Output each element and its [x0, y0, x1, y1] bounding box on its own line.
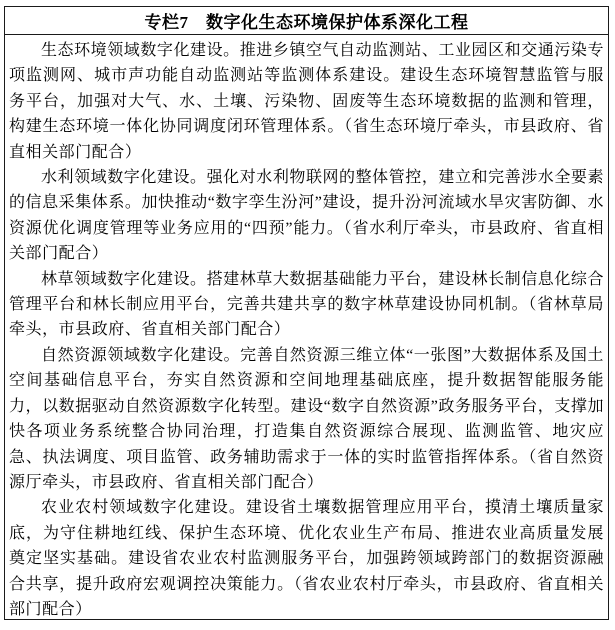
paragraph-eco-environment: 生态环境领域数字化建设。推进乡镇空气自动监测站、工业园区和交通污染专项监测网、城市声功能自动监测站等监测体系建设。建设生态环境智慧监管与服务平台，加强对大气、水、土壤、污染物、固废等生态环境数据的监测和管理，构建生态环境一体化协同调度闭环管理体系。（省生态环境厅牵头，市县政府、省直相关部门配合）	[9, 42, 604, 161]
paragraph-natural-resources: 自然资源领域数字化建设。完善自然资源三维立体“一张图”大数据体系及国土空间基础信息平台，夯实自然资源和空间地理基础底座，提升数据智能服务能力，以数据驱动自然资源数字化转型。建设“数字自然资源”政务服务平台，支撑加快各项业务系统整合协同治理，打造集自然资源综合展现、监测监管、地灾应急、执法调度、项目监管、政务辅助需求于一体的实时监管指挥体系。（省自然资源厅牵头，市县政府、省直相关部门配合）	[9, 346, 604, 491]
paragraph-forestry-grassland: 林草领域数字化建设。搭建林草大数据基础能力平台，建设林长制信息化综合管理平台和林长制应用平台，完善共建共享的数字林草建设协同机制。（省林草局牵头，市县政府、省直相关部门配合）	[9, 270, 604, 339]
paragraph-water-resources: 水利领域数字化建设。强化对水利物联网的整体管控，建立和完善涉水全要素的信息采集体系。加快推动“数字孪生汾河”建设，提升汾河流域水旱灾害防御、水资源优化调度管理等业务应用的“四预”能力。（省水利厅牵头，市县政府、省直相关部门配合）	[9, 169, 604, 263]
panel-title-row	[5, 7, 608, 35]
panel-body	[5, 35, 608, 622]
panel-title: 专栏7 数字化生态环境保护体系深化工程	[144, 13, 469, 32]
column-7-panel	[4, 6, 609, 620]
paragraph-agriculture-rural: 农业农村领域数字化建设。建设省土壤数据管理应用平台，摸清土壤质量家底，为守住耕地红线、保护生态环境、优化农业生产布局、推进农业高质量发展奠定坚实基础。建设省农业农村监测服务平台，加强跨领域跨部门的数据资源融合共享，提升政府宏观调控决策能力。（省农业农村厅牵头，市县政府、省直相关部门配合）	[9, 499, 604, 618]
